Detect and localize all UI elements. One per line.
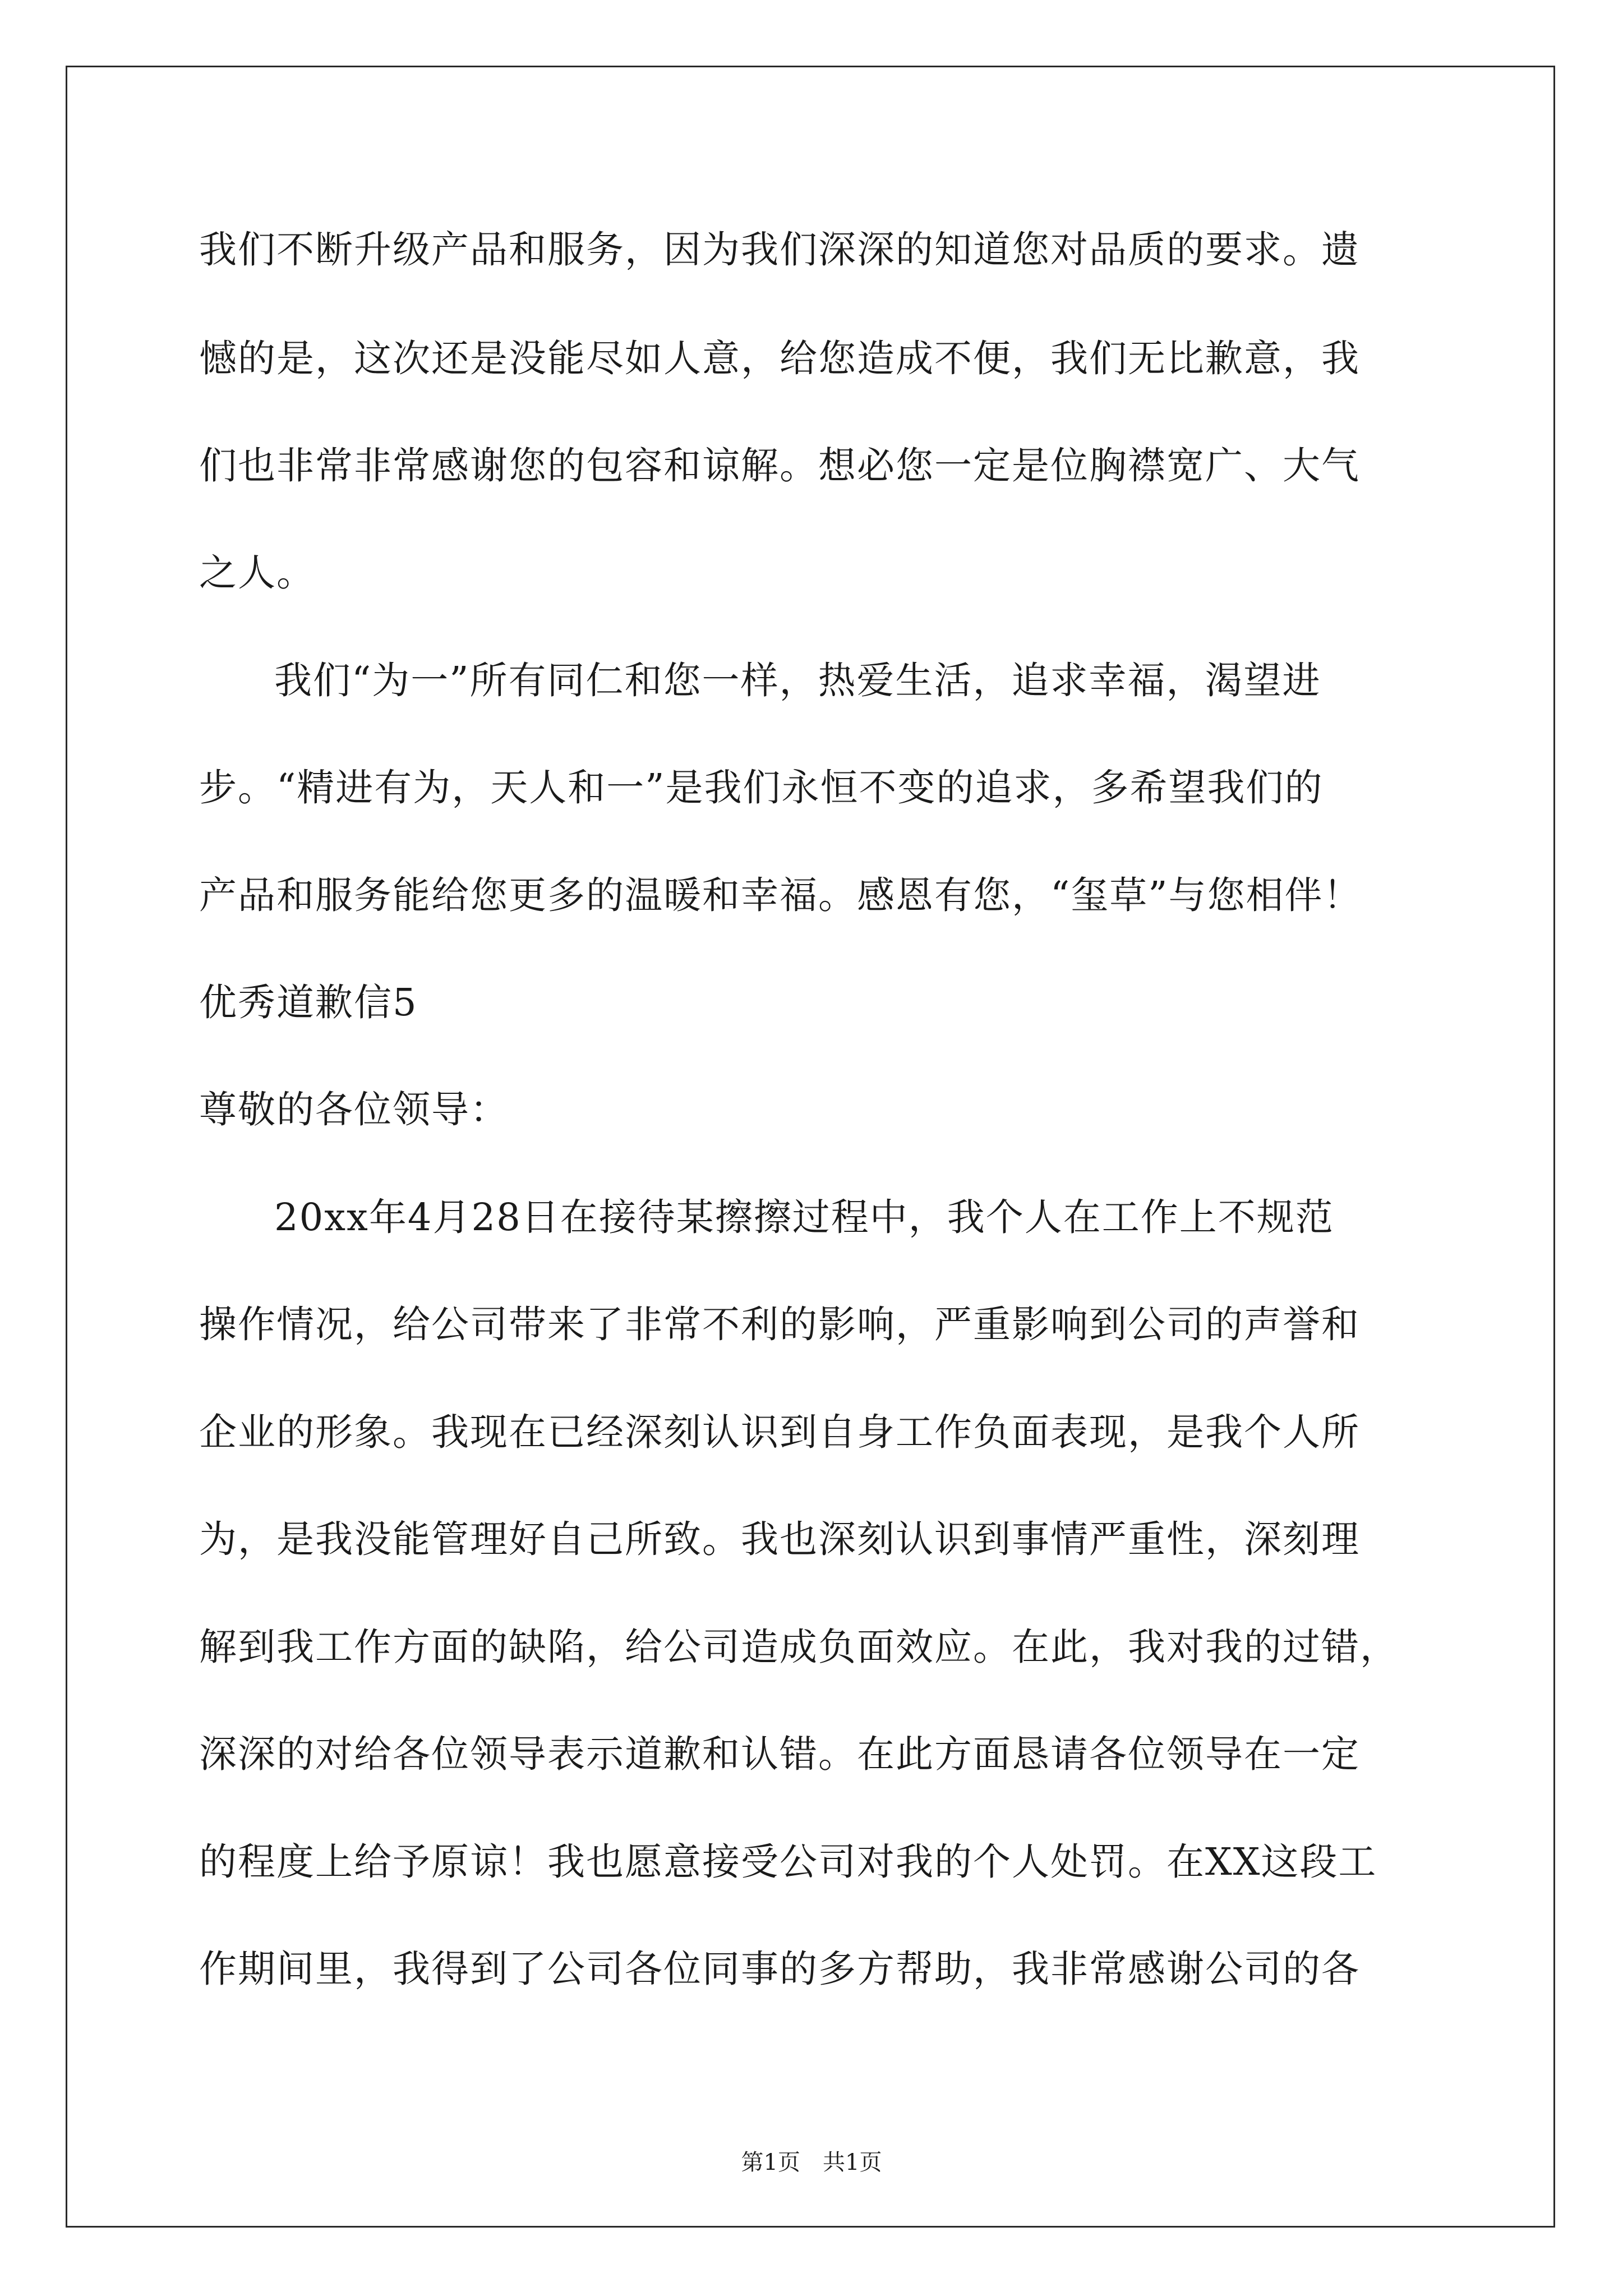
- paragraph-line: 产品和服务能给您更多的温暖和幸福。感恩有您，“玺草”与您相伴！: [199, 873, 1362, 917]
- paragraph-line: 解到我工作方面的缺陷，给公司造成负面效应。在此，我对我的过错，: [199, 1625, 1399, 1669]
- paragraph-line: 深深的对给各位领导表示道歉和认错。在此方面恳请各位领导在一定: [199, 1732, 1360, 1776]
- paragraph-line: 们也非常非常感谢您的包容和谅解。想必您一定是位胸襟宽广、大气: [199, 444, 1360, 487]
- page-border: [66, 66, 1555, 2228]
- paragraph-line: 我们“为一”所有同仁和您一样，热爱生活，追求幸福，渴望进: [274, 659, 1321, 702]
- paragraph-line: 为，是我没能管理好自己所致。我也深刻认识到事情严重性，深刻理: [199, 1517, 1360, 1561]
- paragraph-line: 我们不断升级产品和服务，因为我们深深的知道您对品质的要求。遗: [199, 228, 1360, 272]
- paragraph-line: 憾的是，这次还是没能尽如人意，给您造成不便，我们无比歉意，我: [199, 337, 1360, 380]
- paragraph-line: 的程度上给予原谅！我也愿意接受公司对我的个人处罚。在XX这段工: [199, 1840, 1377, 1884]
- page-footer: 第1页 共1页: [741, 2150, 882, 2175]
- salutation: 尊敬的各位领导：: [199, 1088, 509, 1131]
- paragraph-line: 步。“精进有为，天人和一”是我们永恒不变的追求，多希望我们的: [199, 766, 1324, 809]
- paragraph-line: 20xx年4月28日在接待某擦擦过程中，我个人在工作上不规范: [274, 1195, 1334, 1239]
- paragraph-line: 操作情况，给公司带来了非常不利的影响，严重影响到公司的声誉和: [199, 1303, 1360, 1346]
- paragraph-line: 作期间里，我得到了公司各位同事的多方帮助，我非常感谢公司的各: [199, 1947, 1360, 1991]
- paragraph-line: 企业的形象。我现在已经深刻认识到自身工作负面表现，是我个人所: [199, 1410, 1360, 1454]
- paragraph-line: 之人。: [199, 551, 315, 595]
- section-title: 优秀道歉信5: [199, 981, 418, 1024]
